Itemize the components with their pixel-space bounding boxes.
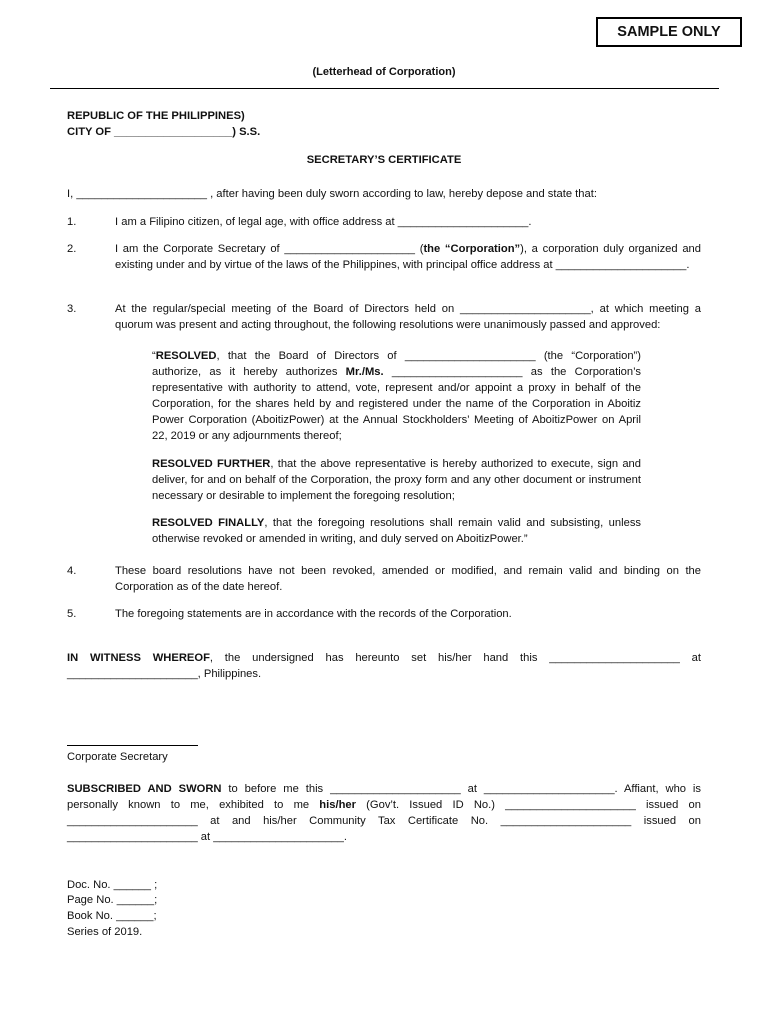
item-number-4: 4. <box>67 565 77 577</box>
doc-no: Doc. No. ______ ; <box>67 879 158 891</box>
mr-ms-label: Mr./Ms. <box>345 366 384 378</box>
letterhead: (Letterhead of Corporation) <box>312 66 456 78</box>
resolution-1-open-quote: “ <box>152 350 156 362</box>
page-no: Page No. ______; <box>67 894 158 906</box>
jurat-paragraph <box>67 781 701 845</box>
item-text-4: These board resolutions have not been revoked, amended or modified, and remain valid and binding on the Corporation as of the date hereof. <box>115 565 701 593</box>
resolution-3 <box>152 515 641 547</box>
resolution-1-text-a: , that the Board of Directors of _____________________ (the “Corporation”) authorize, as it hereby authorizes <box>152 350 641 378</box>
resolution-1-keyword: RESOLVED <box>155 350 217 362</box>
resolution-2-keyword: RESOLVED FURTHER <box>152 458 271 470</box>
intro-paragraph: I, _____________________ , after having been duly sworn according to law, hereby depose and state that: <box>67 188 597 200</box>
book-no: Book No. ______; <box>67 910 157 922</box>
resolution-1-text-b: _____________________ as the Corporation’s representative with authority to attend, vote, represent and/or appoint a proxy in behalf of the Corporation, for the shares held by and registered under the name of the Corporation in Aboitiz Power Corporation (AboitizPower) at the Annual Stockholders’ Meeting of AboitizPower on April 22, 2019 or any adjournments thereof; <box>152 366 641 442</box>
item-number-2: 2. <box>67 243 77 255</box>
item-number-3: 3. <box>67 303 77 315</box>
item-number-1: 1. <box>67 216 77 228</box>
jurat-keyword: SUBSCRIBED AND SWORN <box>67 783 222 795</box>
resolution-3-text: , that the foregoing resolutions shall remain valid and subsisting, unless otherwise revoked or amended in writing, and duly served on AboitizPower.” <box>152 517 642 545</box>
document-title: SECRETARY’S CERTIFICATE <box>306 154 462 166</box>
resolution-3-keyword: RESOLVED FINALLY <box>152 517 265 529</box>
signature-line <box>67 745 198 746</box>
item-text-2 <box>115 241 701 273</box>
item-2-part-a: I am the Corporate Secretary of _____________________ ( <box>115 243 424 255</box>
item-text-5: The foregoing statements are in accordance with the records of the Corporation. <box>115 608 512 620</box>
item-text-1: I am a Filipino citizen, of legal age, with office address at _____________________. <box>115 216 532 228</box>
signatory-title: Corporate Secretary <box>67 751 168 763</box>
resolution-2-text: , that the above representative is hereby authorized to execute, sign and deliver, for and on behalf of the Corporation, the proxy form and any other document or instrument necessary or desirable to implement the foregoing resolution; <box>152 458 641 502</box>
item-number-5: 5. <box>67 608 77 620</box>
item-2-part-c: ), a corporation duly organized and existing under and by virtue of the laws of the Philippines, with principal office address at _____________________. <box>115 243 701 271</box>
sample-only-stamp: SAMPLE ONLY <box>596 17 742 47</box>
witness-text: , the undersigned has hereunto set his/her hand this _____________________ at _____________________, Philippines. <box>67 652 701 680</box>
resolution-2 <box>152 456 641 504</box>
jurat-his-her: his/her <box>319 799 356 811</box>
venue-republic: REPUBLIC OF THE PHILIPPINES) <box>67 110 245 122</box>
corporation-defined-term: the “Corporation” <box>423 243 521 255</box>
witness-paragraph <box>67 650 701 682</box>
jurat-text-b: (Gov’t. Issued ID No.) _____________________ issued on _____________________ at and his/her Community Tax Certificate No. _____________________ issued on _____________________ at _____________________. <box>67 799 701 843</box>
item-text-3: At the regular/special meeting of the Board of Directors held on _____________________, at which meeting a quorum was present and acting throughout, the following resolutions were unanimously passed and approved: <box>115 303 701 331</box>
series-year: Series of 2019. <box>67 926 143 938</box>
header-divider <box>50 88 719 89</box>
resolution-1 <box>152 348 641 444</box>
venue-city: CITY OF ___________________) S.S. <box>67 126 261 138</box>
witness-keyword: IN WITNESS WHEREOF <box>67 652 210 664</box>
jurat-text-a: to before me this _____________________ at _____________________. Affiant, who is personally known to me, exhibited to me <box>67 783 701 811</box>
